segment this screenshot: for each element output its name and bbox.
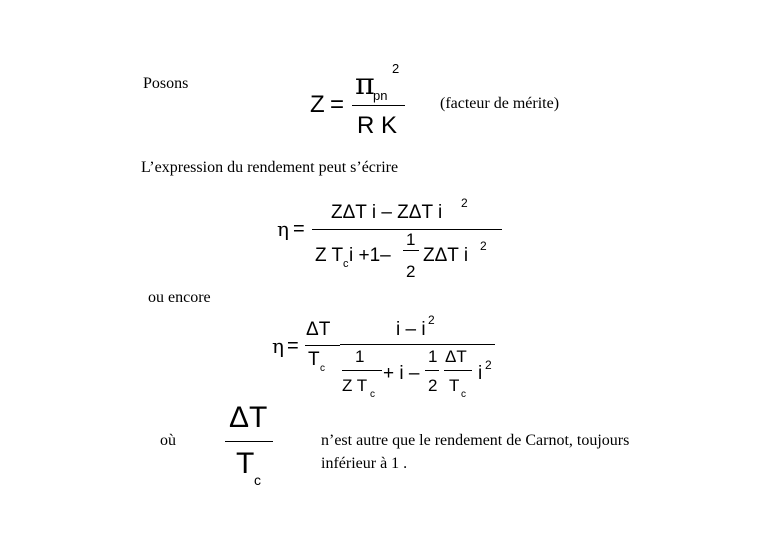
eq2-den-exp: 2 [480,239,487,253]
eq3-one-b: 1 [428,347,438,366]
eq2-equals: = [293,218,305,240]
eq1-lhs: Z [310,91,325,118]
eq3-i-tail: i [478,363,483,384]
eq2-den-sub: c [343,258,349,270]
eq3-inner-bar-a [342,370,382,371]
eq3-one-a: 1 [355,347,365,366]
eq2-den-part2: i +1– [349,245,391,266]
eq3-i-tail-exp: 2 [485,358,492,372]
posons-label: Posons [143,75,189,92]
carnot-line-1: n’est autre que le rendement de Carnot, toujours [321,432,630,449]
eq1-denominator: R K [357,112,398,139]
facteur-label: (facteur de mérite) [440,95,560,112]
eq3-num-right-exp: 2 [428,313,435,327]
eq3-tc-sub: c [320,363,325,374]
eq3-tc: T [308,349,320,370]
eq2-lhs: η [277,217,289,241]
eq2-half-den: 2 [406,262,416,281]
eq2-den-part1: Z T [315,245,344,266]
eq2-numerator-exp: 2 [461,196,468,210]
eq1-equals: = [330,91,345,118]
eq3-lhs: η [272,334,284,358]
expression-label: L’expression du rendement peut s’écrire [141,159,399,176]
eq3-delta-t-b: ΔT [445,347,467,366]
eq3-zt: Z T [342,376,368,395]
eq3-main-bar [340,344,495,345]
eq4-bar [225,441,273,442]
carnot-line-2: inférieur à 1 . [321,455,408,472]
eq2-numerator: ZΔT i – ZΔT i [331,202,443,223]
eq1-fraction-bar [352,105,405,106]
eq2-den-part3: ZΔT i [423,245,469,266]
ou-encore-label: ou encore [148,289,211,306]
eq3-inner-bar-c [444,370,472,371]
eq3-equals: = [287,335,299,357]
eq1-pi: π [355,67,375,102]
eq3-zt-sub: c [370,389,375,400]
eq3-delta-t: ΔT [306,319,331,340]
eq1-pi-sub: pn [373,88,388,103]
eq3-num-right: i – i [396,319,426,340]
eq4-tc: T [236,447,255,480]
eq4-tc-sub: c [254,472,261,488]
eq3-plus-i-minus: + i – [383,363,420,384]
ou-label: où [160,432,176,449]
eq3-inner-bar-b [425,370,439,371]
eq1-exponent: 2 [392,61,400,76]
eq2-half-num: 1 [406,230,416,249]
eq2-half-bar [403,250,419,251]
eq3-tc-b-sub: c [461,389,466,400]
eq4-delta-t: ΔT [229,401,268,434]
eq3-left-bar [305,345,340,346]
eq3-tc-b: T [449,376,460,395]
eq3-two: 2 [428,376,438,395]
